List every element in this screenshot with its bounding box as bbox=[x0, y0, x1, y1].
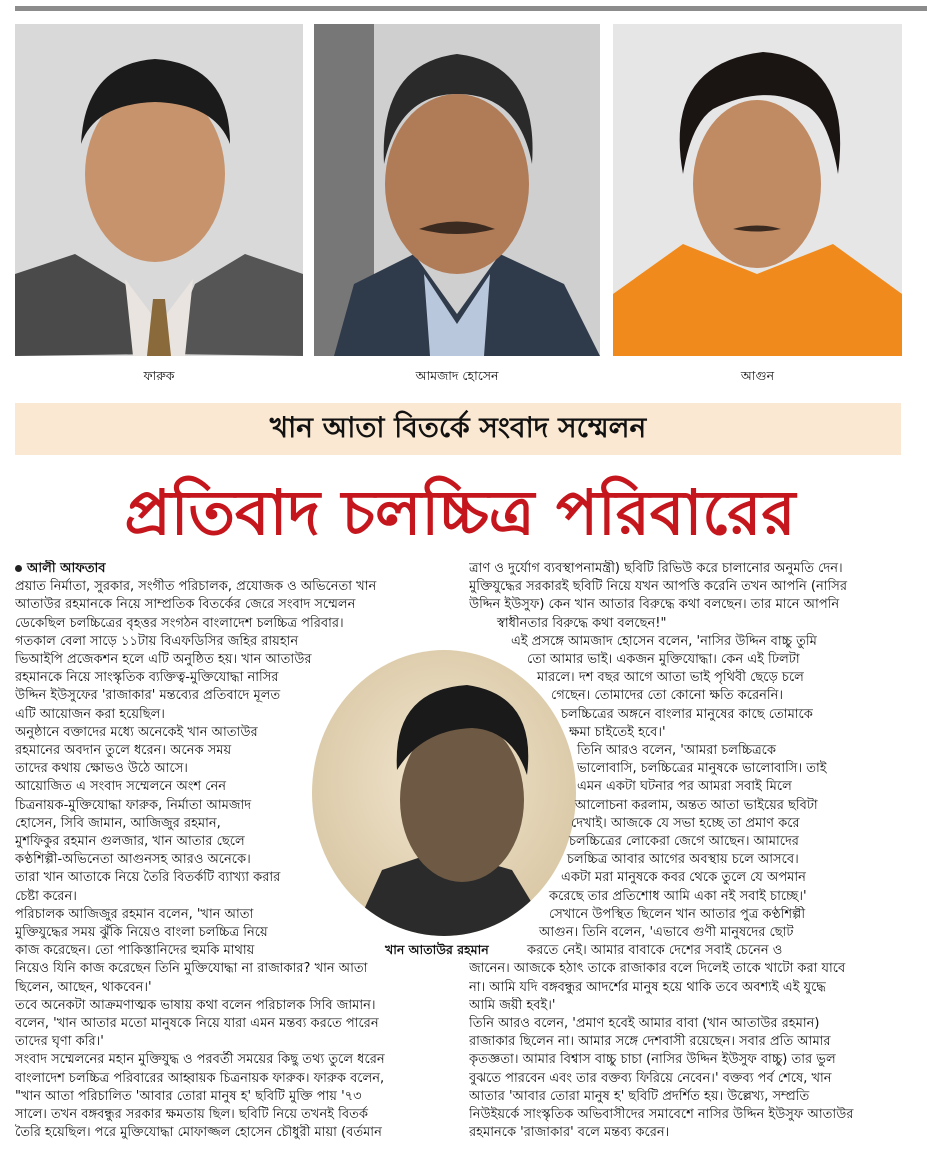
article-column-right bbox=[469, 560, 909, 1143]
caption-amjad-hossain: আমজাদ হোসেন bbox=[415, 368, 499, 383]
text-line: নিয়েও যিনি কাজ করেছেন তিনি মুক্তিযোদ্ধা না রাজাকার? খান আতা bbox=[15, 961, 368, 977]
text-line: ছিলেন, আছেন, থাকবেন।' bbox=[15, 979, 152, 995]
photo-farooque bbox=[15, 24, 303, 356]
text-line: চলচ্চিত্রের লোকেরা জেগে আছেন। আমাদের bbox=[569, 834, 799, 850]
text-line: রহমানকে 'রাজাকার' বলে মন্তব্য করেন। bbox=[469, 1125, 670, 1141]
text-line: গতকাল বেলা সাড়ে ১১টায় বিএফডিসির জহির রায়হান bbox=[15, 633, 299, 649]
column-right-lines bbox=[469, 560, 909, 1143]
text-line: নিউইয়র্কে সাংস্কৃতিক অভিবাসীদের সমাবেশে নাসির উদ্দিন ইউসুফ আতাউর bbox=[469, 1107, 854, 1123]
text-line: তৈরি হয়েছিল। পরে মুক্তিযোদ্ধা মোফাজ্জল হোসেন চৌধুরী মায়া (বর্তমান bbox=[15, 1125, 382, 1141]
text-line: তিনি আরও বলেন, 'আমরা চলচ্চিত্রকে bbox=[577, 743, 776, 759]
text-line: জানেন। আজকে হঠাৎ তাকে রাজাকার বলে দিলেই তাকে খাটো করা যাবে bbox=[469, 961, 846, 977]
text-line: তবে অনেকটা আক্রমণাত্মক ভাষায় কথা বলেন পরিচালক সিবি জামান। bbox=[15, 997, 376, 1013]
text-line: হোসেন, সিবি জামান, আজিজুর রহমান, bbox=[15, 815, 221, 831]
text-line: বাংলাদেশ চলচ্চিত্র পরিবারের আহ্বায়ক চিত্রনায়ক ফারুক। ফারুক বলেন, bbox=[15, 1070, 385, 1086]
text-line: "খান আতা পরিচালিত 'আবার তোরা মানুষ হ' ছবিটি মুক্তি পায় '৭৩ bbox=[15, 1088, 362, 1104]
text-line: কণ্ঠশিল্পী-অভিনেতা আগুনসহ আরও অনেকে। bbox=[15, 852, 251, 868]
text-line: প্রয়াত নির্মাতা, সুরকার, সংগীত পরিচালক, প্রযোজক ও অভিনেতা খান bbox=[15, 579, 377, 595]
text-line: গেছেন। তোমাদের তো কোনো ক্ষতি করেননি। bbox=[551, 688, 784, 704]
text-line: ভিআইপি প্রজেকশন হলে এটি অনুষ্ঠিত হয়। খান আতাউর bbox=[15, 652, 312, 668]
text-line: আলোচনা করলাম, অন্তত আতা ভাইয়ের ছবিটা bbox=[575, 797, 818, 813]
text-line: তারা খান আতাকে নিয়ে তৈরি বিতর্কটি ব্যাখ্যা করার bbox=[15, 870, 281, 886]
text-line: বুঝতে পারবেন এবং তার বক্তব্য ফিরিয়ে নেবেন।' বক্তব্য পর্ব শেষে, খান bbox=[469, 1070, 832, 1086]
text-line: অনুষ্ঠানে বক্তাদের মধ্যে অনেকেই খান আতাউর bbox=[15, 724, 258, 740]
text-line: স্বাধীনতার বিরুদ্ধে কথা বলছেন!" bbox=[497, 615, 667, 631]
text-line: চলচ্চিত্র আবার আগের অবস্থায় চলে আসবে। bbox=[567, 852, 799, 868]
portrait-image bbox=[15, 24, 303, 356]
photo-amjad-hossain bbox=[314, 24, 600, 356]
text-line: বলেন, 'খান আতার মতো মানুষকে নিয়ে যারা এমন মন্তব্য করতে পারেন bbox=[15, 1016, 379, 1032]
text-line: এটি আয়োজন করা হয়েছিল। bbox=[15, 706, 165, 722]
text-line: তাদের কথায় ক্ষোভও উঠে আসে। bbox=[15, 761, 188, 777]
text-line: আতাউর রহমানকে নিয়ে সাম্প্রতিক বিতর্কের জেরে সংবাদ সম্মেলন bbox=[15, 597, 356, 613]
text-line: চলচ্চিত্রের অঙ্গনে বাংলার মানুষের কাছে তোমাকে bbox=[561, 706, 813, 722]
strap-band bbox=[15, 403, 901, 455]
bullet-icon bbox=[15, 565, 22, 572]
text-line: মুক্তিযুদ্ধের সরকারই ছবিটি নিয়ে যখন আপত্তি করেনি তখন আপনি (নাসির bbox=[469, 579, 847, 595]
text-line: সালে। তখন বঙ্গবন্ধুর সরকার ক্ষমতায় ছিল। ছবিটি নিয়ে তখনই বিতর্ক bbox=[15, 1107, 368, 1123]
text-line: মুশফিকুর রহমান গুলজার, খান আতার ছেলে bbox=[15, 834, 245, 850]
portrait-image bbox=[613, 24, 902, 356]
text-line: মারলে। দশ বছর আগে আতা ভাই পৃথিবী ছেড়ে চলে bbox=[537, 670, 804, 686]
inset-caption: খান আতাউর রহমান bbox=[385, 942, 489, 957]
text-line: কৃতজ্ঞতা। আমার বিশ্বাস বাচ্চু চাচা (নাসির উদ্দিন ইউসুফ বাচ্চু) তার ভুল bbox=[469, 1052, 836, 1068]
text-line: ত্রাণ ও দুর্যোগ ব্যবস্থাপনামন্ত্রী) ছবিটি রিভিউ করে চালানোর অনুমতি দেন। bbox=[469, 561, 843, 576]
text-line: সংবাদ সম্মেলনের মহান মুক্তিযুদ্ধ ও পরবর্তী সময়ের কিছু তথ্য তুলে ধরেন bbox=[15, 1052, 385, 1068]
text-line: মুক্তিযুদ্ধের সময় ঝুঁকি নিয়েও বাংলা চলচ্চিত্র নিয়ে bbox=[15, 925, 268, 941]
text-line: উদ্দিন ইউসুফের 'রাজাকার' মন্তব্যের প্রতিবাদে মূলত bbox=[15, 688, 281, 704]
text-line: রাজাকার ছিলেন না। আমার সঙ্গে দেশবাসী রয়েছেন। সবার প্রতি আমার bbox=[469, 1034, 831, 1050]
text-line: করেছে তার প্রতিশোধ আমি একা নই সবাই চাচ্ছে।' bbox=[549, 888, 807, 904]
text-line: ডেকেছিল চলচ্চিত্রের বৃহত্তর সংগঠন বাংলাদেশ চলচ্চিত্র পরিবার। bbox=[15, 615, 344, 631]
text-line: একটা মরা মানুষকে কবর থেকে তুলে যে অপমান bbox=[561, 870, 806, 886]
caption-agun: আগুন bbox=[740, 368, 775, 383]
text-line: দেখাই। আজকে যে সভা হচ্ছে তা প্রমাণ করে bbox=[571, 815, 800, 831]
text-line: এই প্রসঙ্গে আমজাদ হোসেন বলেন, 'নাসির উদ্দিন বাচ্চু তুমি bbox=[511, 633, 817, 649]
text-line: তো আমার ভাই। একজন মুক্তিযোদ্ধা। কেন এই ঢিলটা bbox=[527, 652, 800, 668]
text-line: রহমানের অবদান তুলে ধরেন। অনেক সময় bbox=[15, 743, 232, 759]
text-line: আয়োজিত এ সংবাদ সম্মেলনে অংশ নেন bbox=[15, 779, 226, 795]
photo-agun bbox=[613, 24, 902, 356]
text-line: চিত্রনায়ক-মুক্তিযোদ্ধা ফারুক, নির্মাতা আমজাদ bbox=[15, 797, 252, 813]
text-line: আতার 'আবার তোরা মানুষ হ' ছবিটি প্রদর্শিত হয়। উল্লেখ্য, সম্প্রতি bbox=[469, 1088, 810, 1104]
text-line: তিনি আরও বলেন, 'প্রমাণ হবেই আমার বাবা (খান আতাউর রহমান) bbox=[469, 1016, 820, 1032]
text-line: আগুন। তিনি বলেন, 'এভাবে গুণী মানুষদের ছোট bbox=[539, 925, 794, 941]
headline: প্রতিবাদ চলচ্চিত্র পরিবারের bbox=[124, 476, 796, 549]
text-line: না। আমি যদি বঙ্গবন্ধুর আদর্শের মানুষ হয়ে থাকি তবে অবশ্যই এই যুদ্ধে bbox=[469, 979, 826, 995]
text-line: এমন একটা ঘটনার পর আমরা সবাই মিলে bbox=[577, 779, 792, 795]
strap-title: খান আতা বিতর্কে সংবাদ সম্মেলন bbox=[269, 410, 647, 444]
text-line: পরিচালক আজিজুর রহমান বলেন, 'খান আতা bbox=[15, 906, 254, 922]
caption-farooque: ফারুক bbox=[143, 368, 175, 383]
portrait-image bbox=[314, 24, 600, 356]
text-line: কাজ করেছেন। তো পাকিস্তানিদের হুমকি মাথায় bbox=[15, 943, 255, 959]
text-line: উদ্দিন ইউসুফ) কেন খান আতার বিরুদ্ধে কথা বলছেন। তার মানে আপনি bbox=[469, 597, 840, 613]
text-line: চেষ্টা করেন। bbox=[15, 888, 77, 904]
top-rule bbox=[15, 6, 927, 11]
byline: আলী আফতাব bbox=[15, 560, 467, 578]
text-line: সেখানে উপস্থিত ছিলেন খান আতার পুত্র কণ্ঠশিল্পী bbox=[549, 906, 806, 922]
text-line: ভালোবাসি, চলচ্চিত্রের মানুষকে ভালোবাসি। তাই bbox=[577, 761, 827, 777]
text-line: রহমানকে নিয়ে সাংস্কৃতিক ব্যক্তিত্ব-মুক্তিযোদ্ধা নাসির bbox=[15, 670, 279, 686]
text-line: আমি জয়ী হবই।' bbox=[469, 997, 556, 1013]
text-line: তাদের ঘৃণা করি।' bbox=[15, 1034, 104, 1050]
text-line: করতে নেই। আমার বাবাকে দেশের সবাই চেনেন ও bbox=[527, 943, 783, 959]
text-line: ক্ষমা চাইতেই হবে।' bbox=[569, 724, 666, 740]
